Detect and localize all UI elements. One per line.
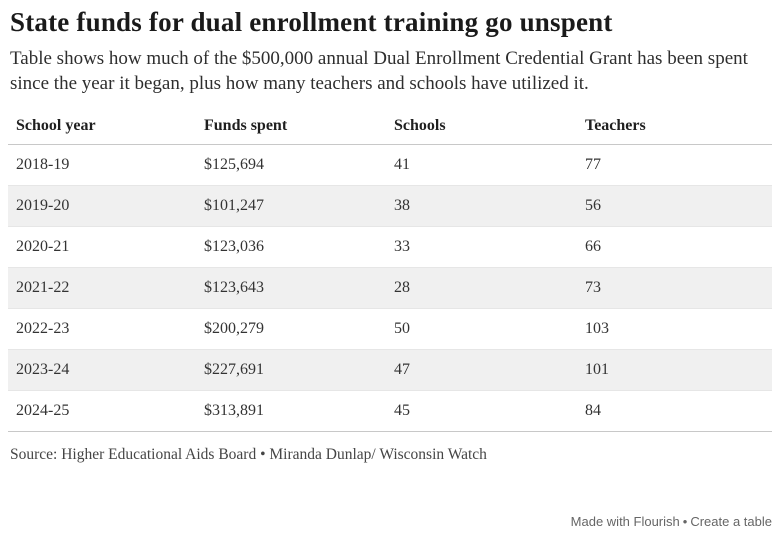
cell-schools: 28 <box>386 267 577 308</box>
cell-teachers: 84 <box>577 390 772 431</box>
create-table-link[interactable]: Create a table <box>690 514 772 529</box>
cell-schools: 47 <box>386 349 577 390</box>
subtitle: Table shows how much of the $500,000 annual Dual Enrollment Credential Grant has been spent since the year it began, plus how many teachers and schools have utilized it. <box>10 48 748 94</box>
source-credit: Source: Higher Educational Aids Board • Miranda Dunlap/ Wisconsin Watch <box>10 445 487 463</box>
table-row <box>8 267 772 308</box>
cell-teachers: 77 <box>577 144 772 185</box>
cell-school-year: 2024-25 <box>8 390 196 431</box>
cell-schools: 33 <box>386 226 577 267</box>
data-table <box>8 108 772 432</box>
page-title: State funds for dual enrollment training go unspent <box>10 7 613 37</box>
cell-schools: 45 <box>386 390 577 431</box>
cell-teachers: 103 <box>577 308 772 349</box>
cell-school-year: 2021-22 <box>8 267 196 308</box>
table-row <box>8 349 772 390</box>
cell-funds-spent: $123,643 <box>196 267 386 308</box>
table-row <box>8 144 772 185</box>
cell-funds-spent: $313,891 <box>196 390 386 431</box>
cell-funds-spent: $123,036 <box>196 226 386 267</box>
column-header-schools: Schools <box>386 108 577 145</box>
column-header-funds-spent: Funds spent <box>196 108 386 145</box>
cell-funds-spent: $125,694 <box>196 144 386 185</box>
cell-school-year: 2019-20 <box>8 185 196 226</box>
cell-schools: 50 <box>386 308 577 349</box>
table-row <box>8 185 772 226</box>
column-header-teachers: Teachers <box>577 108 772 145</box>
cell-school-year: 2022-23 <box>8 308 196 349</box>
flourish-footer <box>571 514 772 529</box>
cell-teachers: 73 <box>577 267 772 308</box>
cell-funds-spent: $200,279 <box>196 308 386 349</box>
cell-school-year: 2020-21 <box>8 226 196 267</box>
cell-teachers: 66 <box>577 226 772 267</box>
cell-teachers: 101 <box>577 349 772 390</box>
cell-funds-spent: $227,691 <box>196 349 386 390</box>
table-row <box>8 308 772 349</box>
cell-teachers: 56 <box>577 185 772 226</box>
table-row <box>8 226 772 267</box>
table-row <box>8 390 772 431</box>
cell-schools: 38 <box>386 185 577 226</box>
table-header-row <box>8 108 772 145</box>
footer-separator: • <box>682 514 688 529</box>
cell-school-year: 2023-24 <box>8 349 196 390</box>
cell-school-year: 2018-19 <box>8 144 196 185</box>
cell-schools: 41 <box>386 144 577 185</box>
cell-funds-spent: $101,247 <box>196 185 386 226</box>
made-with-flourish-link[interactable]: Made with Flourish <box>570 514 680 529</box>
column-header-school-year: School year <box>8 108 196 145</box>
